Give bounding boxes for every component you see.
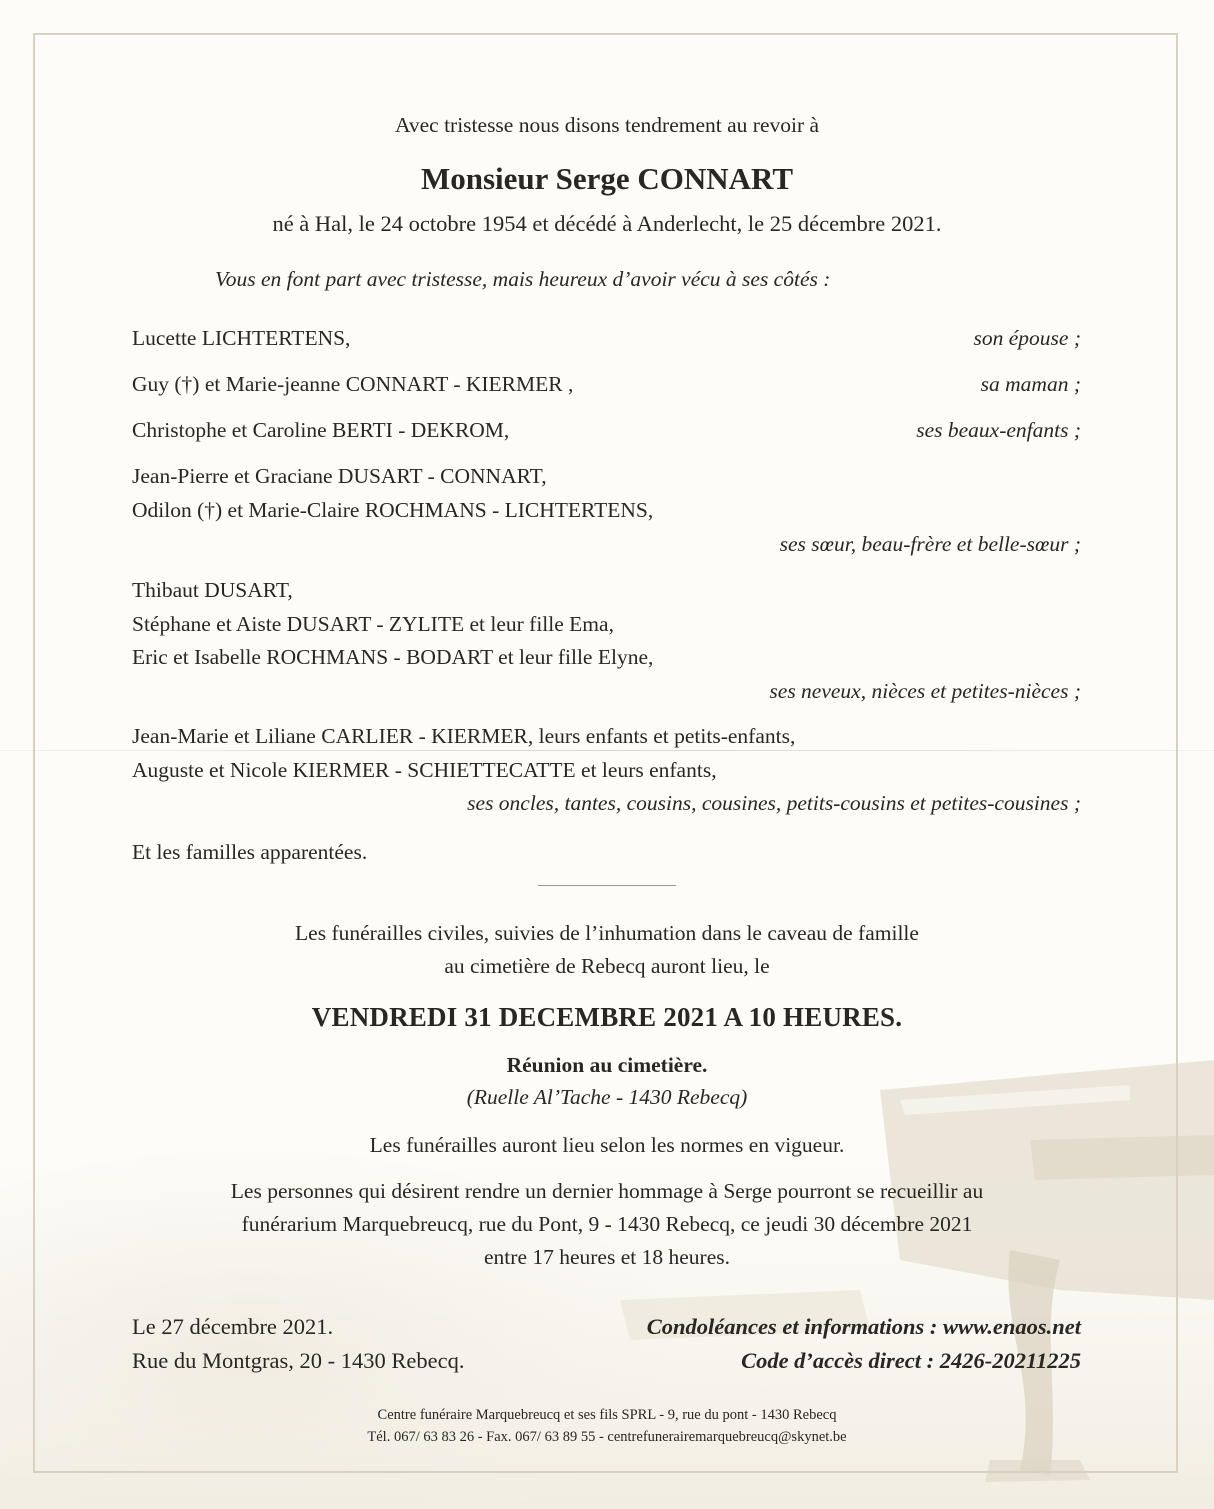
- family-member: Auguste et Nicole KIERMER - SCHIETTECATTE et leurs enfants,: [132, 758, 717, 782]
- visit-line-3: entre 17 heures et 18 heures.: [484, 1245, 730, 1269]
- relation-label: sa maman ;: [980, 372, 1081, 396]
- family-member: Stéphane et Aiste DUSART - ZYLITE et leur fille Ema,: [132, 612, 614, 636]
- relation-label: ses neveux, nièces et petites-nièces ;: [769, 679, 1081, 703]
- relation-label: ses oncles, tantes, cousins, cousines, petits-cousins et petites-cousines ;: [467, 791, 1081, 815]
- ceremony-line-2: au cimetière de Rebecq auront lieu, le: [444, 954, 770, 978]
- birth-death-dates: né à Hal, le 24 octobre 1954 et décédé à Anderlecht, le 25 décembre 2021.: [272, 211, 942, 236]
- relation-label: ses beaux-enfants ;: [916, 418, 1081, 442]
- family-intro: Vous en font part avec tristesse, mais heureux d’avoir vécu à ses côtés :: [215, 267, 831, 291]
- notice-date: Le 27 décembre 2021.: [132, 1314, 334, 1339]
- section-divider: [538, 885, 676, 886]
- family-member: Jean-Marie et Liliane CARLIER - KIERMER, leurs enfants et petits-enfants,: [132, 724, 796, 748]
- funeral-home-contact: Tél. 067/ 63 83 26 - Fax. 067/ 63 89 55 - centrefunerairemarquebreucq@skynet.be: [367, 1429, 847, 1445]
- ceremony-date: VENDREDI 31 DECEMBRE 2021 A 10 HEURES.: [311, 1002, 903, 1032]
- visit-line-1: Les personnes qui désirent rendre un dernier hommage à Serge pourront se recueillir au: [230, 1179, 984, 1203]
- home-address: Rue du Montgras, 20 - 1430 Rebecq.: [132, 1348, 465, 1373]
- cemetery-address: (Ruelle Al’Tache - 1430 Rebecq): [466, 1085, 748, 1109]
- family-member: Guy (†) et Marie-jeanne CONNART - KIERMER ,: [132, 372, 574, 396]
- family-member: Lucette LICHTERTENS,: [132, 326, 351, 350]
- deceased-name: Monsieur Serge CONNART: [420, 161, 794, 196]
- related-families: Et les familles apparentées.: [132, 840, 368, 864]
- ceremony-line-1: Les funérailles civiles, suivies de l’inhumation dans le caveau de famille: [295, 921, 919, 945]
- relation-label: ses sœur, beau-frère et belle-sœur ;: [779, 532, 1081, 556]
- meeting-place: Réunion au cimetière.: [506, 1053, 708, 1077]
- family-member: Thibaut DUSART,: [132, 578, 293, 602]
- access-code: Code d’accès direct : 2426-20211225: [741, 1348, 1081, 1373]
- family-member: Christophe et Caroline BERTI - DEKROM,: [132, 418, 510, 442]
- family-member: Eric et Isabelle ROCHMANS - BODART et leur fille Elyne,: [132, 645, 654, 669]
- relation-label: son épouse ;: [973, 326, 1081, 350]
- visit-line-2: funérarium Marquebreucq, rue du Pont, 9 - 1430 Rebecq, ce jeudi 30 décembre 2021: [241, 1212, 973, 1236]
- funeral-home-address: Centre funéraire Marquebreucq et ses fils SPRL - 9, rue du pont - 1430 Rebecq: [377, 1407, 837, 1423]
- norms-notice: Les funérailles auront lieu selon les normes en vigueur.: [369, 1133, 845, 1157]
- intro-text: Avec tristesse nous disons tendrement au revoir à: [394, 113, 820, 137]
- family-member: Odilon (†) et Marie-Claire ROCHMANS - LICHTERTENS,: [132, 498, 654, 522]
- family-member: Jean-Pierre et Graciane DUSART - CONNART,: [132, 464, 547, 488]
- condolences-website: Condoléances et informations : www.enaos.net: [646, 1314, 1081, 1339]
